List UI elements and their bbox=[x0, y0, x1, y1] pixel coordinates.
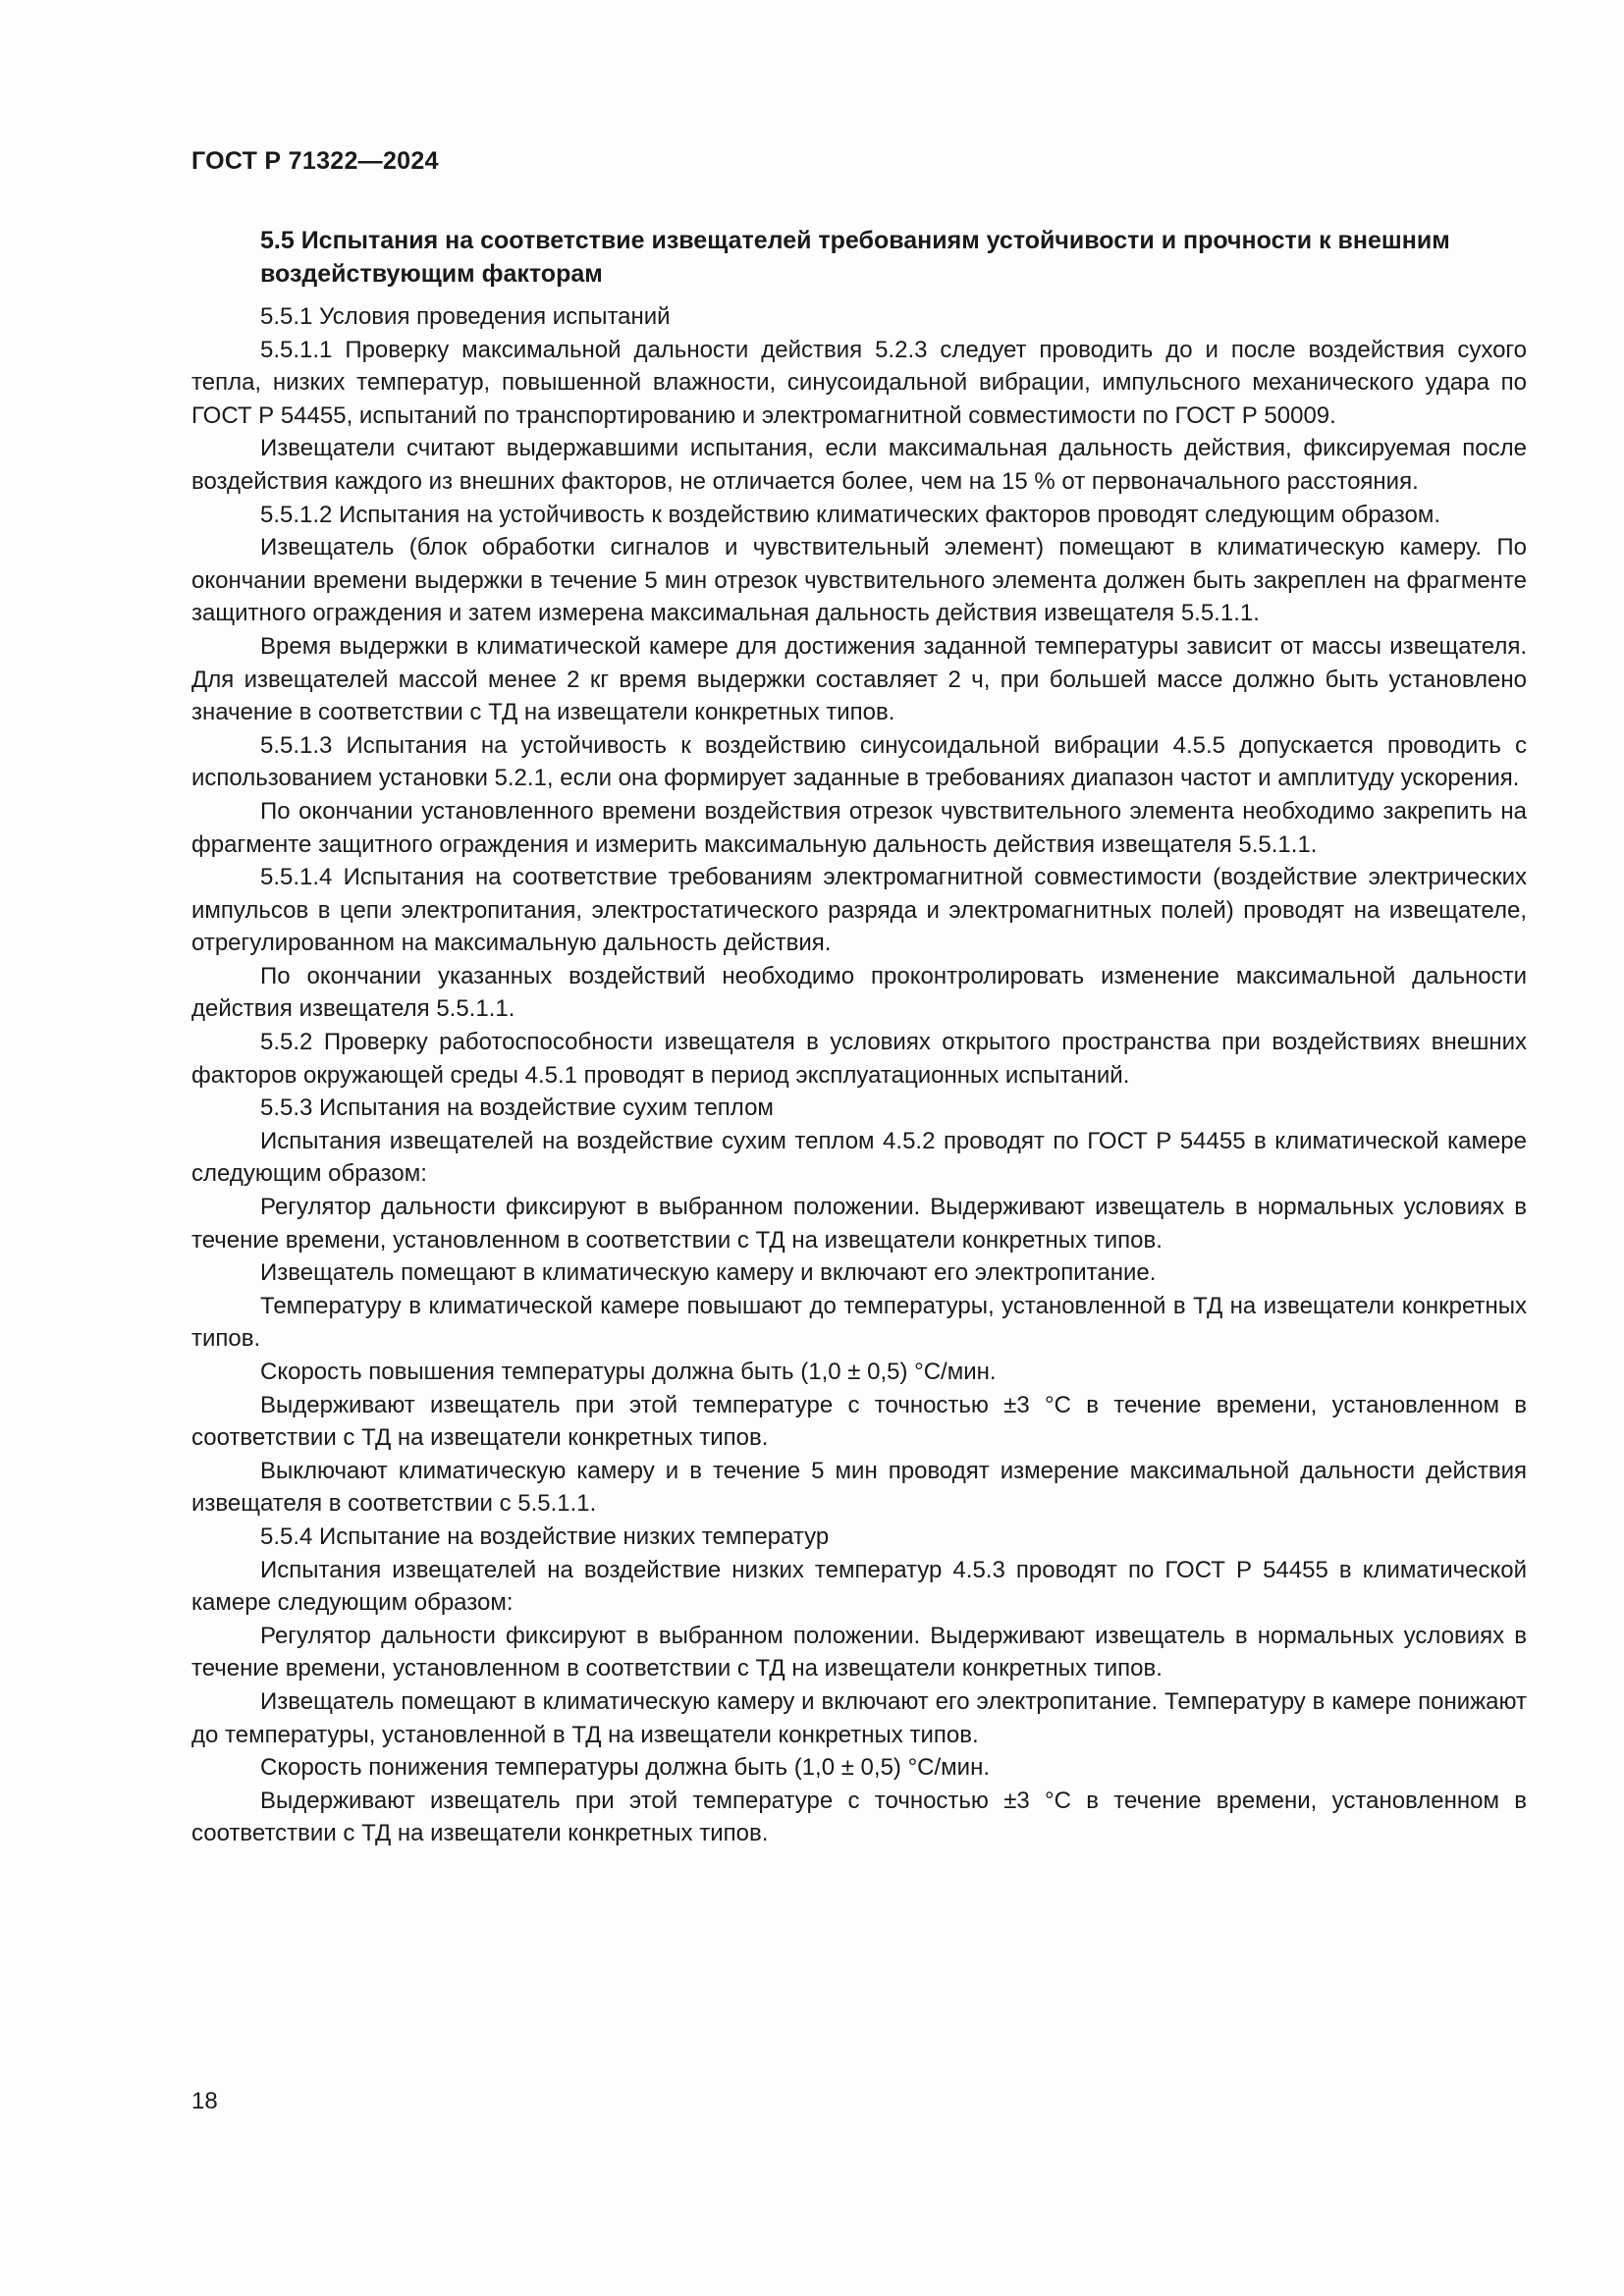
paragraph: Извещатель помещают в климатическую камеру и включают его электропитание. Температуру в камере понижают до температуры, установленной в ТД на извещатели конкретных типов. bbox=[191, 1687, 1527, 1748]
paragraph: По окончании установленного времени воздействия отрезок чувствительного элемента необходимо закрепить на фрагменте защитного ограждения и измерить максимальную дальность действия извещателя 5.5.1.1. bbox=[191, 797, 1527, 858]
paragraph: Испытания извещателей на воздействие низких температур 4.5.3 проводят по ГОСТ Р 54455 в климатической камере следующим образом: bbox=[191, 1556, 1527, 1617]
paragraph: Время выдержки в климатической камере для достижения заданной температуры зависит от массы извещателя. Для извещателей массой менее 2 кг время выдержки составляет 2 ч, при большей массе должно быть установлено значение в соответствии с ТД на извещатели конкретных типов. bbox=[191, 632, 1527, 726]
paragraph: Выдерживают извещатель при этой температуре с точностью ±3 °С в течение времени, установленном в соответствии с ТД на извещатели конкретных типов. bbox=[191, 1787, 1527, 1847]
paragraph: Скорость понижения температуры должна быть (1,0 ± 0,5) °С/мин. bbox=[260, 1754, 991, 1782]
paragraph: По окончании указанных воздействий необходимо проконтролировать изменение максимальной дальности действия извещателя 5.5.1.1. bbox=[191, 962, 1527, 1023]
paragraph: 5.5.1 Условия проведения испытаний bbox=[260, 303, 671, 330]
paragraph: Регулятор дальности фиксируют в выбранном положении. Выдерживают извещатель в нормальных условиях в течение времени, установленном в соответствии с ТД на извещатели конкретных типов. bbox=[191, 1622, 1527, 1682]
paragraph-list bbox=[191, 300, 1527, 1850]
section-heading: 5.5 Испытания на соответствие извещателей требованиям устойчивости и прочности к внешним воздействующим факторам bbox=[260, 227, 1450, 288]
paragraph: Регулятор дальности фиксируют в выбранном положении. Выдерживают извещатель в нормальных условиях в течение времени, установленном в соответствии с ТД на извещатели конкретных типов. bbox=[191, 1194, 1527, 1254]
paragraph: Извещатель (блок обработки сигналов и чувствительный элемент) помещают в климатическую камеру. По окончании времени выдержки в течение 5 мин отрезок чувствительного элемента должен быть закреплен на фрагменте защитного ограждения и затем измерена максимальная дальность действия извещателя 5.5.1.1. bbox=[191, 534, 1527, 627]
paragraph: Извещатель помещают в климатическую камеру и включают его электропитание. bbox=[260, 1259, 1157, 1287]
paragraph: 5.5.4 Испытание на воздействие низких температур bbox=[260, 1522, 830, 1550]
page-number: 18 bbox=[191, 2088, 218, 2114]
paragraph: Выдерживают извещатель при этой температуре с точностью ±3 °С в течение времени, установленном в соответствии с ТД на извещатели конкретных типов. bbox=[191, 1391, 1527, 1452]
paragraph: Испытания извещателей на воздействие сухим теплом 4.5.2 проводят по ГОСТ Р 54455 в климатической камере следующим образом: bbox=[191, 1127, 1527, 1188]
paragraph: 5.5.1.2 Испытания на устойчивость к воздействию климатических факторов проводят следующим образом. bbox=[260, 501, 1441, 528]
paragraph: 5.5.2 Проверку работоспособности извещателя в условиях открытого пространства при воздействиях внешних факторов окружающей среды 4.5.1 проводят в период эксплуатационных испытаний. bbox=[191, 1029, 1527, 1089]
document-body bbox=[191, 224, 1527, 1850]
paragraph: 5.5.1.4 Испытания на соответствие требованиям электромагнитной совместимости (воздействие электрических импульсов в цепи электропитания, электростатического разряда и электромагнитных полей) проводят на извещателе, отрегулированном на максимальную дальность действия. bbox=[191, 864, 1527, 957]
paragraph: Температуру в климатической камере повышают до температуры, установленной в ТД на извещатели конкретных типов. bbox=[191, 1292, 1527, 1353]
paragraph: 5.5.1.3 Испытания на устойчивость к воздействию синусоидальной вибрации 4.5.5 допускается проводить с использованием установки 5.2.1, если она формирует заданные в требованиях диапазон частот и амплитуду ускорения. bbox=[191, 731, 1527, 792]
paragraph: Выключают климатическую камеру и в течение 5 мин проводят измерение максимальной дальности действия извещателя в соответствии с 5.5.1.1. bbox=[191, 1457, 1527, 1518]
document-header: ГОСТ Р 71322—2024 bbox=[191, 147, 439, 175]
paragraph: 5.5.3 Испытания на воздействие сухим теплом bbox=[260, 1095, 774, 1122]
paragraph: 5.5.1.1 Проверку максимальной дальности действия 5.2.3 следует проводить до и после воздействия сухого тепла, низких температур, повышенной влажности, синусоидальной вибрации, импульсного механического удара по ГОСТ Р 54455, испытаний по транспортированию и электромагнитной совместимости по ГОСТ Р 50009. bbox=[191, 336, 1527, 429]
paragraph: Скорость повышения температуры должна быть (1,0 ± 0,5) °С/мин. bbox=[260, 1359, 997, 1385]
paragraph: Извещатели считают выдержавшими испытания, если максимальная дальность действия, фиксируемая после воздействия каждого из внешних факторов, не отличается более, чем на 15 % от первоначального расстояния. bbox=[191, 435, 1527, 495]
